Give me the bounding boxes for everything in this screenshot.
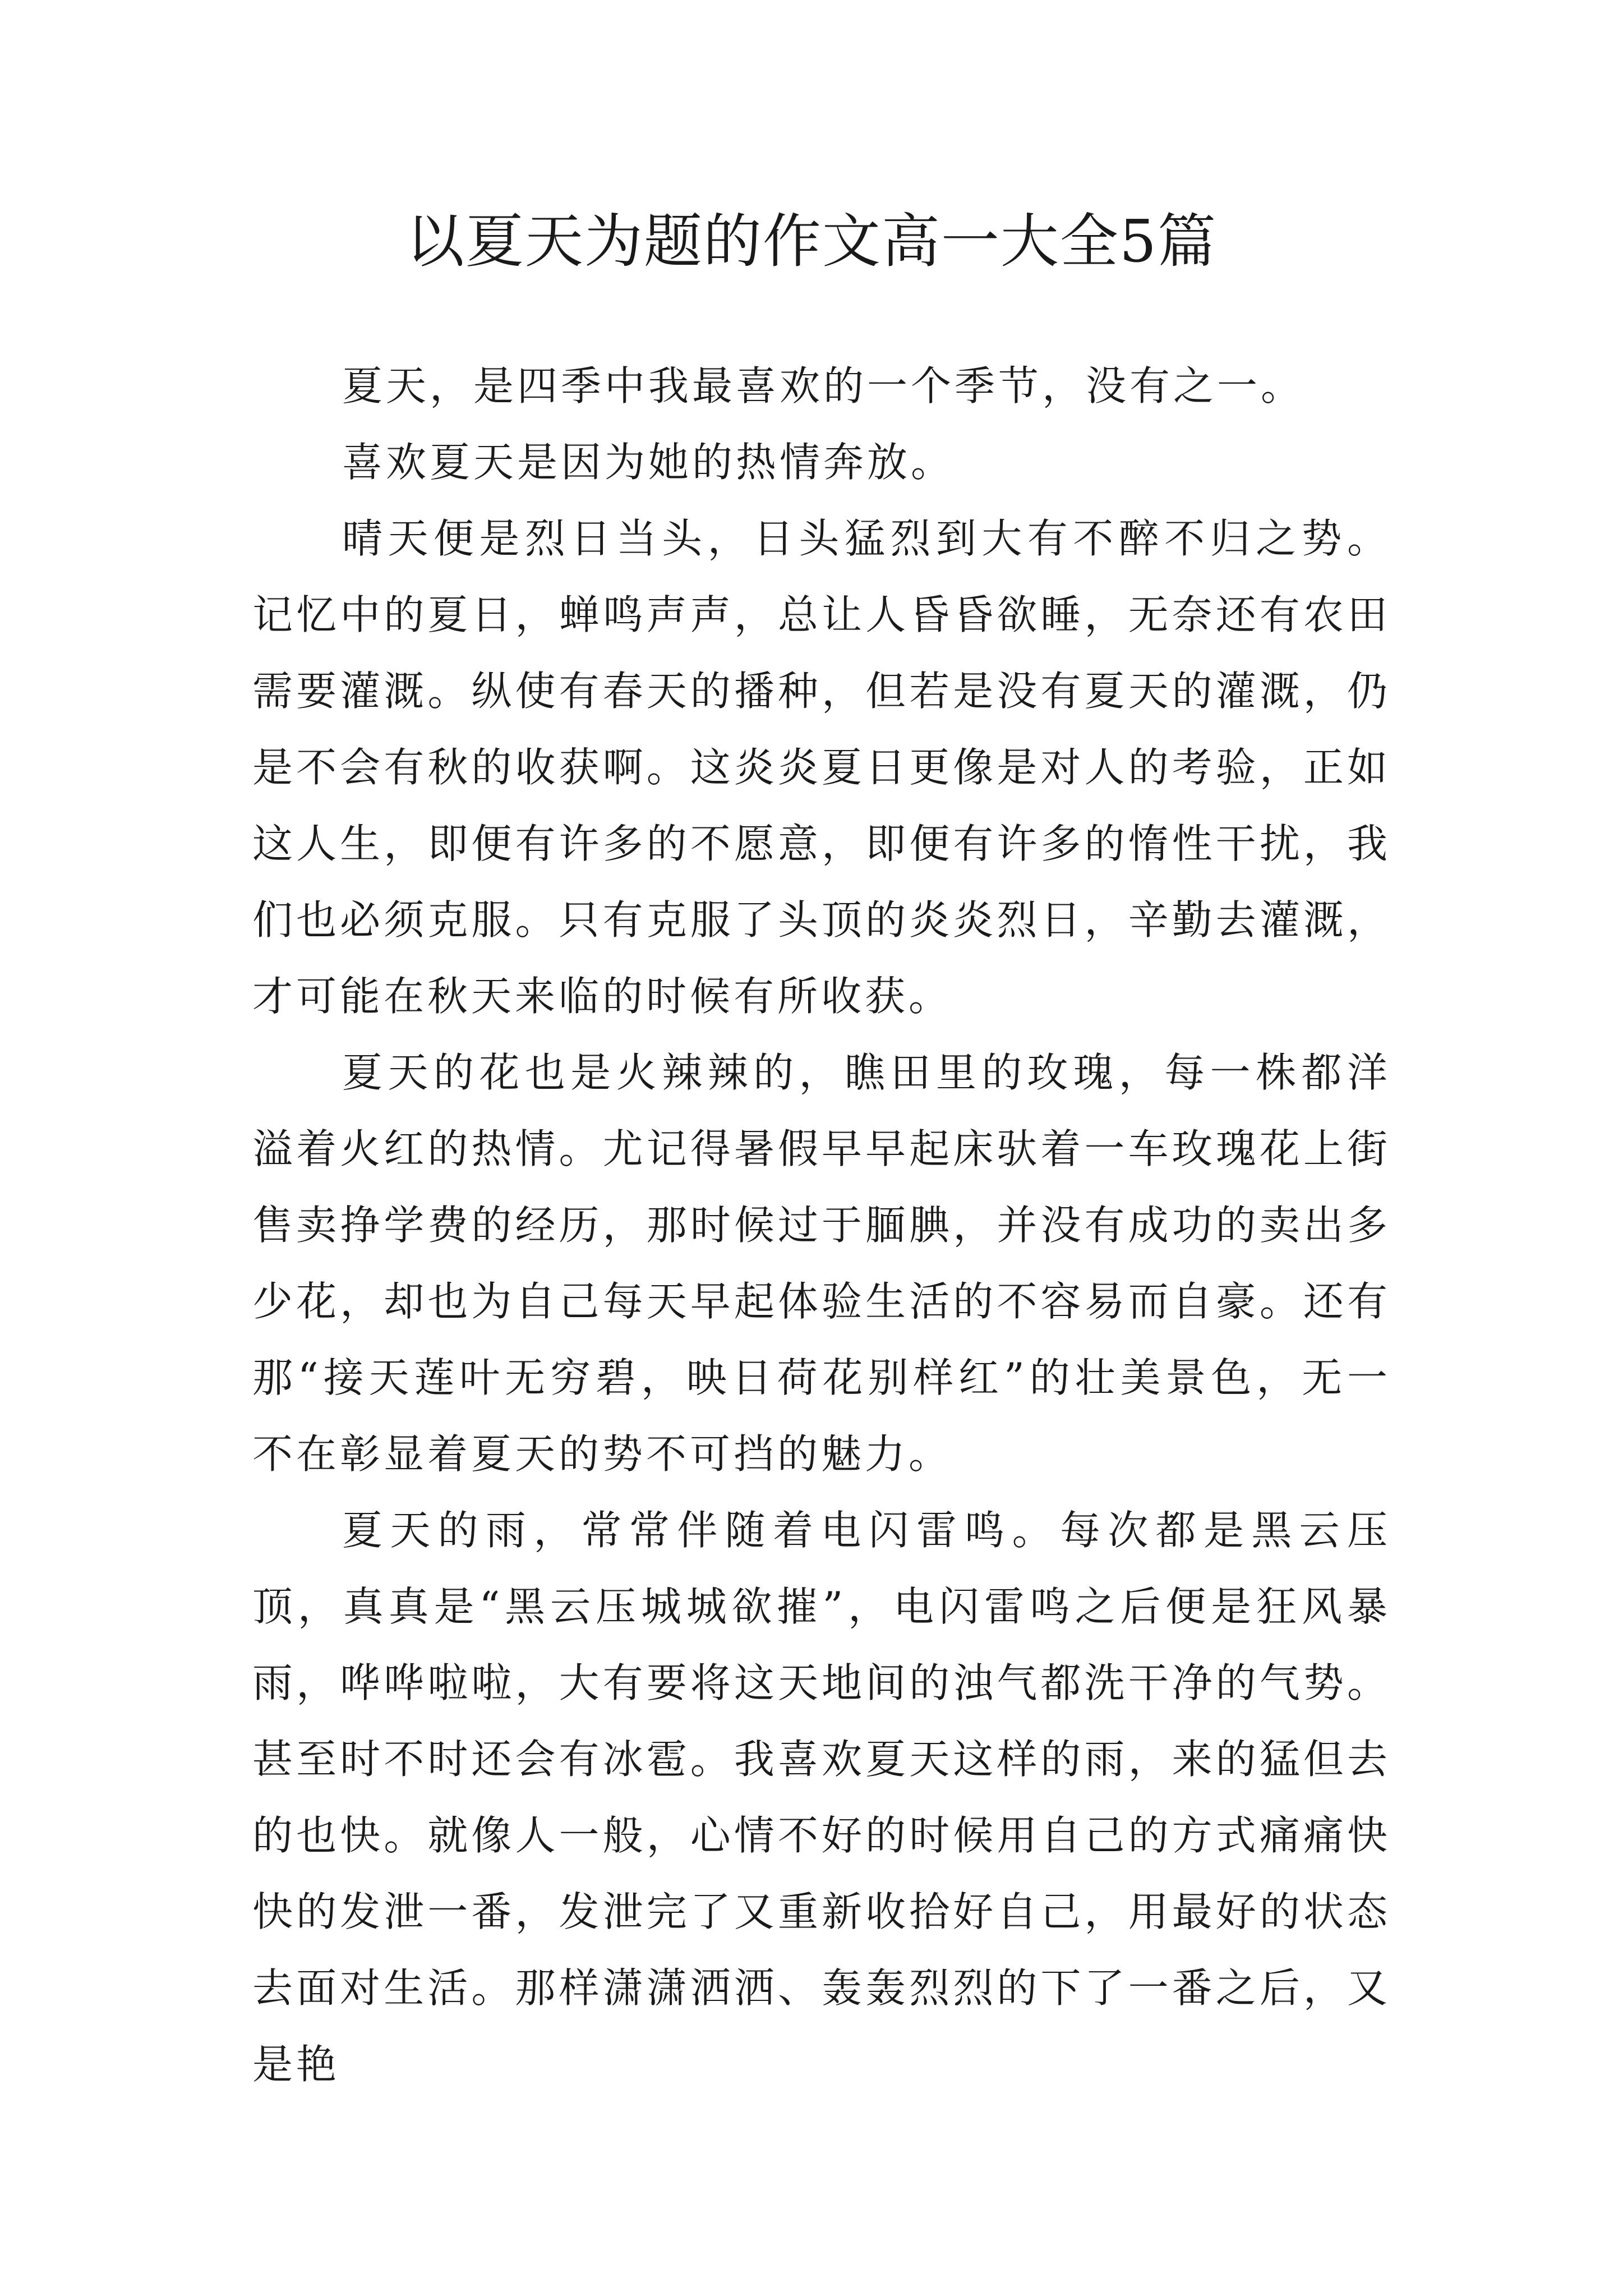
document-title: 以夏天为题的作文高一大全5篇: [405, 207, 1218, 275]
paragraph-3: 晴天便是烈日当头，日头猛烈到大有不醉不归之势。记忆中的夏日，蝉鸣声声，总让人昏昏欲睡，无奈还有农田需要灌溉。纵使有春天的播种，但若是没有夏天的灌溉，仍是不会有秋的收获啊。这炎炎夏日更像是对人的考验，正如这人生，即便有许多的不愿意，即便有许多的惰性干扰，我们也必须克服。只有克服了头顶的炎炎烈日，辛勤去灌溉，才可能在秋天来临的时候有所收获。: [252, 515, 1391, 1020]
paragraph-2: 喜欢夏天是因为她的热情奔放。: [342, 439, 955, 486]
document-body: [252, 348, 1391, 2102]
paragraph-1: 夏天，是四季中我最喜欢的一个季节，没有之一。: [342, 362, 1305, 409]
paragraph-4: 夏天的花也是火辣辣的，瞧田里的玫瑰，每一株都洋溢着火红的热情。尤记得暑假早早起床驮着一车玫瑰花上街售卖挣学费的经历，那时候过于腼腆，并没有成功的卖出多少花，却也为自己每天早起体验生活的不容易而自豪。还有那“接天莲叶无穷碧，映日荷花别样红”的壮美景色，无一不在彰显着夏天的势不可挡的魅力。: [252, 1049, 1391, 1478]
paragraph-5: 夏天的雨，常常伴随着电闪雷鸣。每次都是黑云压顶，真真是“黑云压城城欲摧”，电闪雷鸣之后便是狂风暴雨，哗哗啦啦，大有要将这天地间的浊气都洗干净的气势。甚至时不时还会有冰雹。我喜欢夏天这样的雨，来的猛但去的也快。就像人一般，心情不好的时候用自己的方式痛痛快快的发泄一番，发泄完了又重新收拾好自己，用最好的状态去面对生活。那样潇潇洒洒、轰轰烈烈的下了一番之后，又是艳: [252, 1507, 1391, 2088]
